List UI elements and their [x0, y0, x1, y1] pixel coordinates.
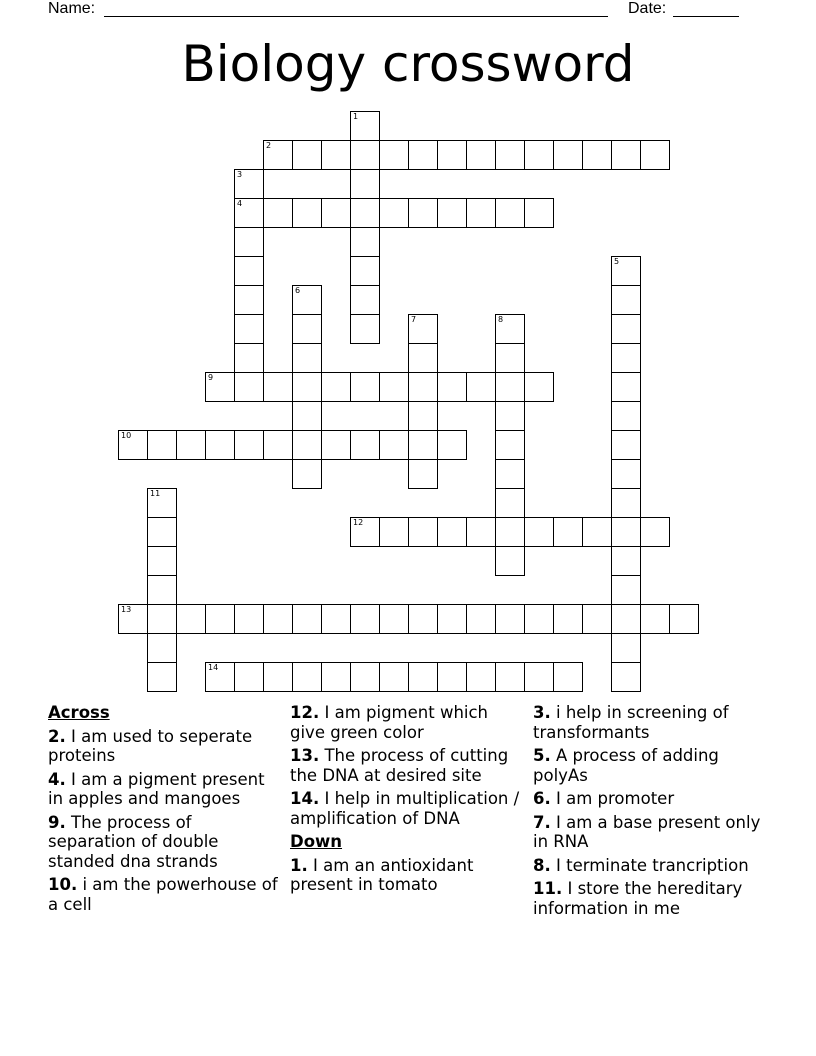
- crossword-cell[interactable]: [582, 604, 612, 634]
- crossword-cell[interactable]: [611, 343, 641, 373]
- name-label: Name:: [48, 0, 96, 17]
- crossword-cell[interactable]: [495, 517, 525, 547]
- crossword-cell[interactable]: [437, 430, 467, 460]
- crossword-cell[interactable]: [582, 517, 612, 547]
- crossword-cell[interactable]: [611, 662, 641, 692]
- crossword-cell[interactable]: [234, 430, 264, 460]
- crossword-cell[interactable]: [350, 517, 380, 547]
- clue-text: i help in screening of transformants: [533, 703, 729, 742]
- crossword-cell[interactable]: [379, 198, 409, 228]
- crossword-cell[interactable]: [205, 372, 235, 402]
- crossword-cell[interactable]: [466, 372, 496, 402]
- crossword-cell[interactable]: [263, 430, 293, 460]
- crossword-cell[interactable]: [234, 169, 264, 199]
- crossword-cell[interactable]: [611, 546, 641, 576]
- crossword-cell[interactable]: [234, 285, 264, 315]
- crossword-cell[interactable]: [495, 430, 525, 460]
- crossword-cell[interactable]: [292, 662, 322, 692]
- crossword-cell[interactable]: [495, 459, 525, 489]
- crossword-cell[interactable]: [611, 517, 641, 547]
- across-clues-list-cont: [290, 703, 522, 828]
- clue-number: 1: [353, 112, 359, 121]
- clue-number-label: 12.: [290, 703, 320, 722]
- clue-text: i am the powerhouse of a cell: [48, 875, 278, 914]
- crossword-cell[interactable]: [350, 111, 380, 141]
- crossword-cell[interactable]: [234, 372, 264, 402]
- crossword-cell[interactable]: [321, 372, 351, 402]
- crossword-cell[interactable]: [611, 256, 641, 286]
- crossword-cell[interactable]: [379, 662, 409, 692]
- crossword-cell[interactable]: [495, 372, 525, 402]
- crossword-cell[interactable]: [524, 662, 554, 692]
- clue-number: 14: [208, 663, 219, 672]
- crossword-cell[interactable]: [466, 662, 496, 692]
- crossword-cell[interactable]: [408, 343, 438, 373]
- crossword-cell[interactable]: [147, 662, 177, 692]
- crossword-cell[interactable]: [292, 285, 322, 315]
- clue-number: 8: [498, 315, 504, 324]
- crossword-cell[interactable]: [176, 430, 206, 460]
- clue-item: [290, 856, 522, 895]
- clue-item: [533, 746, 773, 785]
- crossword-cell[interactable]: [263, 604, 293, 634]
- crossword-cell[interactable]: [350, 140, 380, 170]
- clue-item: [290, 789, 522, 828]
- crossword-cell[interactable]: [408, 372, 438, 402]
- clue-number: 11: [150, 489, 161, 498]
- crossword-cell[interactable]: [118, 430, 148, 460]
- crossword-cell[interactable]: [292, 372, 322, 402]
- crossword-cell[interactable]: [350, 285, 380, 315]
- crossword-cell[interactable]: [263, 140, 293, 170]
- crossword-cell[interactable]: [321, 140, 351, 170]
- crossword-cell[interactable]: [524, 604, 554, 634]
- crossword-cell[interactable]: [437, 140, 467, 170]
- crossword-cell[interactable]: [611, 575, 641, 605]
- crossword-cell[interactable]: [350, 169, 380, 199]
- crossword-cell[interactable]: [350, 256, 380, 286]
- crossword-cell[interactable]: [321, 430, 351, 460]
- crossword-cell[interactable]: [147, 488, 177, 518]
- crossword-cell[interactable]: [611, 314, 641, 344]
- clue-item: [533, 813, 773, 852]
- crossword-cell[interactable]: [350, 198, 380, 228]
- crossword-cell[interactable]: [379, 430, 409, 460]
- crossword-cell[interactable]: [379, 140, 409, 170]
- clue-number-label: 13.: [290, 746, 320, 765]
- crossword-cell[interactable]: [611, 633, 641, 663]
- clues-column-2: [290, 703, 522, 899]
- clue-text: I am a base present only in RNA: [533, 812, 761, 851]
- crossword-cell[interactable]: [321, 198, 351, 228]
- crossword-cell[interactable]: [466, 604, 496, 634]
- crossword-cell[interactable]: [263, 662, 293, 692]
- crossword-cell[interactable]: [292, 459, 322, 489]
- crossword-cell[interactable]: [495, 314, 525, 344]
- date-label: Date:: [628, 0, 667, 17]
- crossword-cell[interactable]: [495, 662, 525, 692]
- clue-number: 13: [121, 605, 132, 614]
- crossword-cell[interactable]: [640, 604, 670, 634]
- crossword-cell[interactable]: [553, 662, 583, 692]
- crossword-cell[interactable]: [350, 430, 380, 460]
- clue-number: 7: [411, 315, 417, 324]
- crossword-cell[interactable]: [292, 343, 322, 373]
- clue-number: 5: [614, 257, 620, 266]
- clue-number: 12: [353, 518, 364, 527]
- crossword-cell[interactable]: [350, 372, 380, 402]
- crossword-cell[interactable]: [611, 604, 641, 634]
- crossword-cell[interactable]: [350, 227, 380, 257]
- crossword-cell[interactable]: [263, 372, 293, 402]
- clue-text: I am an antioxidant present in tomato: [290, 855, 474, 894]
- crossword-cell[interactable]: [147, 575, 177, 605]
- crossword-cell[interactable]: [466, 198, 496, 228]
- clue-item: [48, 770, 280, 809]
- crossword-cell[interactable]: [234, 198, 264, 228]
- clue-number-label: 5.: [533, 746, 551, 765]
- clue-number-label: 9.: [48, 812, 66, 832]
- clue-number: 10: [121, 431, 132, 440]
- crossword-cell[interactable]: [176, 604, 206, 634]
- crossword-cell[interactable]: [437, 198, 467, 228]
- clue-number-label: 1.: [290, 855, 308, 875]
- crossword-cell[interactable]: [611, 372, 641, 402]
- crossword-cell[interactable]: [437, 662, 467, 692]
- crossword-cell[interactable]: [292, 401, 322, 431]
- crossword-cell[interactable]: [292, 430, 322, 460]
- clue-item: [533, 703, 773, 742]
- clue-text: I am promoter: [550, 789, 675, 808]
- crossword-cell[interactable]: [524, 140, 554, 170]
- clue-item: [290, 703, 522, 742]
- clue-item: [290, 746, 522, 785]
- across-clues-list: [48, 727, 280, 915]
- crossword-cell[interactable]: [611, 401, 641, 431]
- crossword-cell[interactable]: [234, 256, 264, 286]
- crossword-cell[interactable]: [495, 546, 525, 576]
- crossword-cell[interactable]: [640, 517, 670, 547]
- crossword-cell[interactable]: [553, 140, 583, 170]
- crossword-cell[interactable]: [292, 314, 322, 344]
- crossword-cell[interactable]: [263, 198, 293, 228]
- crossword-cell[interactable]: [495, 140, 525, 170]
- crossword-cell[interactable]: [408, 430, 438, 460]
- crossword-cell[interactable]: [234, 604, 264, 634]
- crossword-cell[interactable]: [495, 604, 525, 634]
- crossword-cell[interactable]: [437, 517, 467, 547]
- page-title: Biology crossword: [181, 35, 635, 93]
- crossword-cell[interactable]: [611, 430, 641, 460]
- crossword-cell[interactable]: [118, 604, 148, 634]
- crossword-cell[interactable]: [205, 604, 235, 634]
- crossword-cell[interactable]: [495, 198, 525, 228]
- across-heading: Across: [48, 703, 110, 722]
- crossword-cell[interactable]: [292, 140, 322, 170]
- crossword-cell[interactable]: [147, 546, 177, 576]
- crossword-cell[interactable]: [234, 662, 264, 692]
- crossword-cell[interactable]: [350, 604, 380, 634]
- crossword-cell[interactable]: [466, 517, 496, 547]
- crossword-cell[interactable]: [205, 662, 235, 692]
- crossword-cell[interactable]: [611, 285, 641, 315]
- crossword-cell[interactable]: [582, 140, 612, 170]
- crossword-cell[interactable]: [350, 314, 380, 344]
- clue-number-label: 14.: [290, 789, 320, 808]
- crossword-cell[interactable]: [234, 343, 264, 373]
- clue-text: I help in multiplication / amplification of DNA: [290, 789, 520, 828]
- crossword-cell[interactable]: [669, 604, 699, 634]
- crossword-cell[interactable]: [408, 459, 438, 489]
- crossword-cell[interactable]: [408, 604, 438, 634]
- clue-number-label: 2.: [48, 726, 66, 746]
- crossword-cell[interactable]: [553, 604, 583, 634]
- crossword-cell[interactable]: [408, 662, 438, 692]
- crossword-cell[interactable]: [379, 517, 409, 547]
- crossword-cell[interactable]: [437, 604, 467, 634]
- clue-number-label: 4.: [48, 769, 66, 789]
- clue-number: 4: [237, 199, 243, 208]
- clues-column-3: [533, 703, 773, 922]
- clue-text: The process of separation of double standed dna strands: [48, 812, 219, 871]
- crossword-cell[interactable]: [524, 372, 554, 402]
- clue-text: I am pigment which give green color: [290, 703, 489, 742]
- crossword-cell[interactable]: [321, 604, 351, 634]
- crossword-cell[interactable]: [495, 343, 525, 373]
- crossword-cell[interactable]: [553, 517, 583, 547]
- clue-item: [533, 789, 773, 809]
- crossword-cell[interactable]: [524, 198, 554, 228]
- clue-number: 2: [266, 141, 272, 150]
- clue-number-label: 3.: [533, 703, 551, 722]
- clue-text: I terminate trancription: [550, 855, 749, 875]
- crossword-cell[interactable]: [147, 430, 177, 460]
- crossword-cell[interactable]: [611, 140, 641, 170]
- clue-number: 9: [208, 373, 214, 382]
- down-heading: Down: [290, 832, 343, 851]
- clue-item: [48, 813, 280, 872]
- crossword-cell[interactable]: [379, 604, 409, 634]
- down-clues-list-cont: [533, 703, 773, 918]
- crossword-cell[interactable]: [147, 633, 177, 663]
- clues-column-1: [48, 703, 280, 918]
- clue-text: I am a pigment present in apples and mangoes: [48, 769, 265, 808]
- crossword-cell[interactable]: [292, 604, 322, 634]
- clue-text: A process of adding polyAs: [533, 746, 719, 785]
- clue-number-label: 7.: [533, 812, 551, 832]
- clue-text: The process of cutting the DNA at desired site: [290, 746, 509, 785]
- clue-number: 3: [237, 170, 243, 179]
- crossword-cell[interactable]: [611, 488, 641, 518]
- crossword-cell[interactable]: [234, 227, 264, 257]
- crossword-cell[interactable]: [437, 372, 467, 402]
- crossword-cell[interactable]: [466, 140, 496, 170]
- crossword-cell[interactable]: [408, 198, 438, 228]
- clue-item: [48, 727, 280, 766]
- crossword-cell[interactable]: [408, 401, 438, 431]
- crossword-cell[interactable]: [408, 140, 438, 170]
- crossword-cell[interactable]: [495, 488, 525, 518]
- clue-item: [533, 856, 773, 876]
- crossword-cell[interactable]: [495, 401, 525, 431]
- crossword-cell[interactable]: [234, 314, 264, 344]
- crossword-cell[interactable]: [640, 140, 670, 170]
- crossword-cell[interactable]: [321, 662, 351, 692]
- clue-text: I store the hereditary information in me: [533, 879, 743, 918]
- crossword-cell[interactable]: [292, 198, 322, 228]
- crossword-cell[interactable]: [147, 517, 177, 547]
- crossword-cell[interactable]: [611, 459, 641, 489]
- crossword-cell[interactable]: [408, 314, 438, 344]
- clue-item: [48, 875, 280, 914]
- crossword-cell[interactable]: [379, 372, 409, 402]
- crossword-cell[interactable]: [350, 662, 380, 692]
- clue-number-label: 6.: [533, 789, 551, 808]
- clue-number-label: 10.: [48, 875, 78, 894]
- clue-number: 6: [295, 286, 301, 295]
- crossword-cell[interactable]: [524, 517, 554, 547]
- clue-number-label: 11.: [533, 879, 563, 898]
- clue-text: I am used to seperate proteins: [48, 726, 253, 765]
- crossword-cell[interactable]: [408, 517, 438, 547]
- crossword-cell[interactable]: [147, 604, 177, 634]
- crossword-cell[interactable]: [205, 430, 235, 460]
- clue-number-label: 8.: [533, 855, 551, 875]
- down-clues-list: [290, 856, 522, 895]
- clue-item: [533, 879, 773, 918]
